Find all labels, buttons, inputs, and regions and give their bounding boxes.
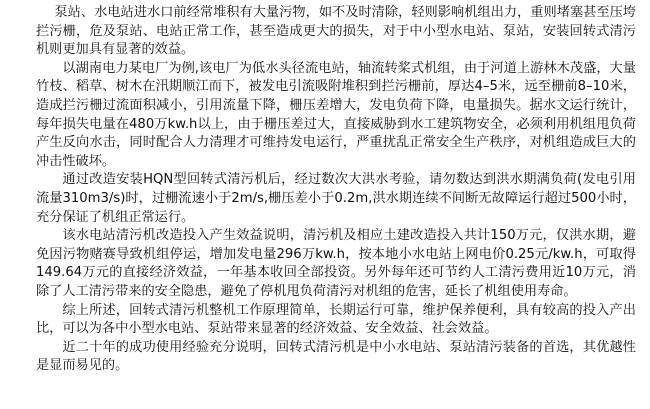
paragraph-conclusion: 近二十年的成功使用经验充分说明，回转式清污机是中小水电站、泵站清污装备的首选，其优越性是显而易见的。 bbox=[36, 339, 636, 374]
paragraph-economic-benefit: 该水电站清污机改造投入产生效益说明，清污机及相应土建改造投入共计150万元，仅洪水期，避免因污物赌赛导致机组停运，增加发电量296万kw.h，按本地小水电站上网电价0.25元/kw.h，可取得149.64万元的直接经济效益，一年基本收回全部投资。另外每年还可节约人工清污费用近10万元，消除了人工清污带来的安全隐患，避免了停机甩负荷清污对机组的危害，延长了机组使用寿命。 bbox=[36, 228, 636, 299]
paragraph-case-study: 以湖南电力某电厂为例,该电厂为低水头径流电站，轴流转桨式机组，由于河道上游林木茂盛，大量竹枝、稻草、树木在汛期顺江而下，被发电引流吸附堆积到拦污栅前，厚达4–5米，远至栅前8–10米，造成拦污栅过流面积减小，引用流量下降，栅压差增大，发电负荷下降，电量损失。据水文运行统计，每年损失电量在480万kw.h以上，由于栅压差过大，直接威胁到水工建筑物安全，必须利用机组甩负荷产生反向水击，同时配合人力清理才可维持发电运行，严重扰乱正常安全生产秩序，对机组造成巨大的冲击性破坏。 bbox=[36, 60, 636, 169]
paragraph-intro: 泵站、水电站进水口前经常堆积有大量污物，如不及时清除，轻则影响机组出力，重则堵塞甚至压垮拦污栅，危及泵站、电站正常工作，甚至造成更大的损失，对于中小型水电站、泵站，安装回转式清污机则更加具有显著的效益。 bbox=[36, 5, 636, 58]
paragraph-summary: 综上所述，回转式清污机整机工作原理简单，长期运行可靠，维护保养便利，具有较高的投入产出比，可以为各中小型水电站、泵站带来显著的经济效益、安全效益、社会效益。 bbox=[36, 302, 636, 337]
paragraph-retrofit-result: 通过改造安装HQN型回转式清污机后，经过数次大洪水考验，请勿数达到洪水期满负荷(发电引用流量310m3/s)时，过栅流速小于2m/s,栅压差小于0.2m,洪水期连续不间断无故障运行超过500小时，充分保证了机组正常运行。 bbox=[36, 172, 636, 225]
